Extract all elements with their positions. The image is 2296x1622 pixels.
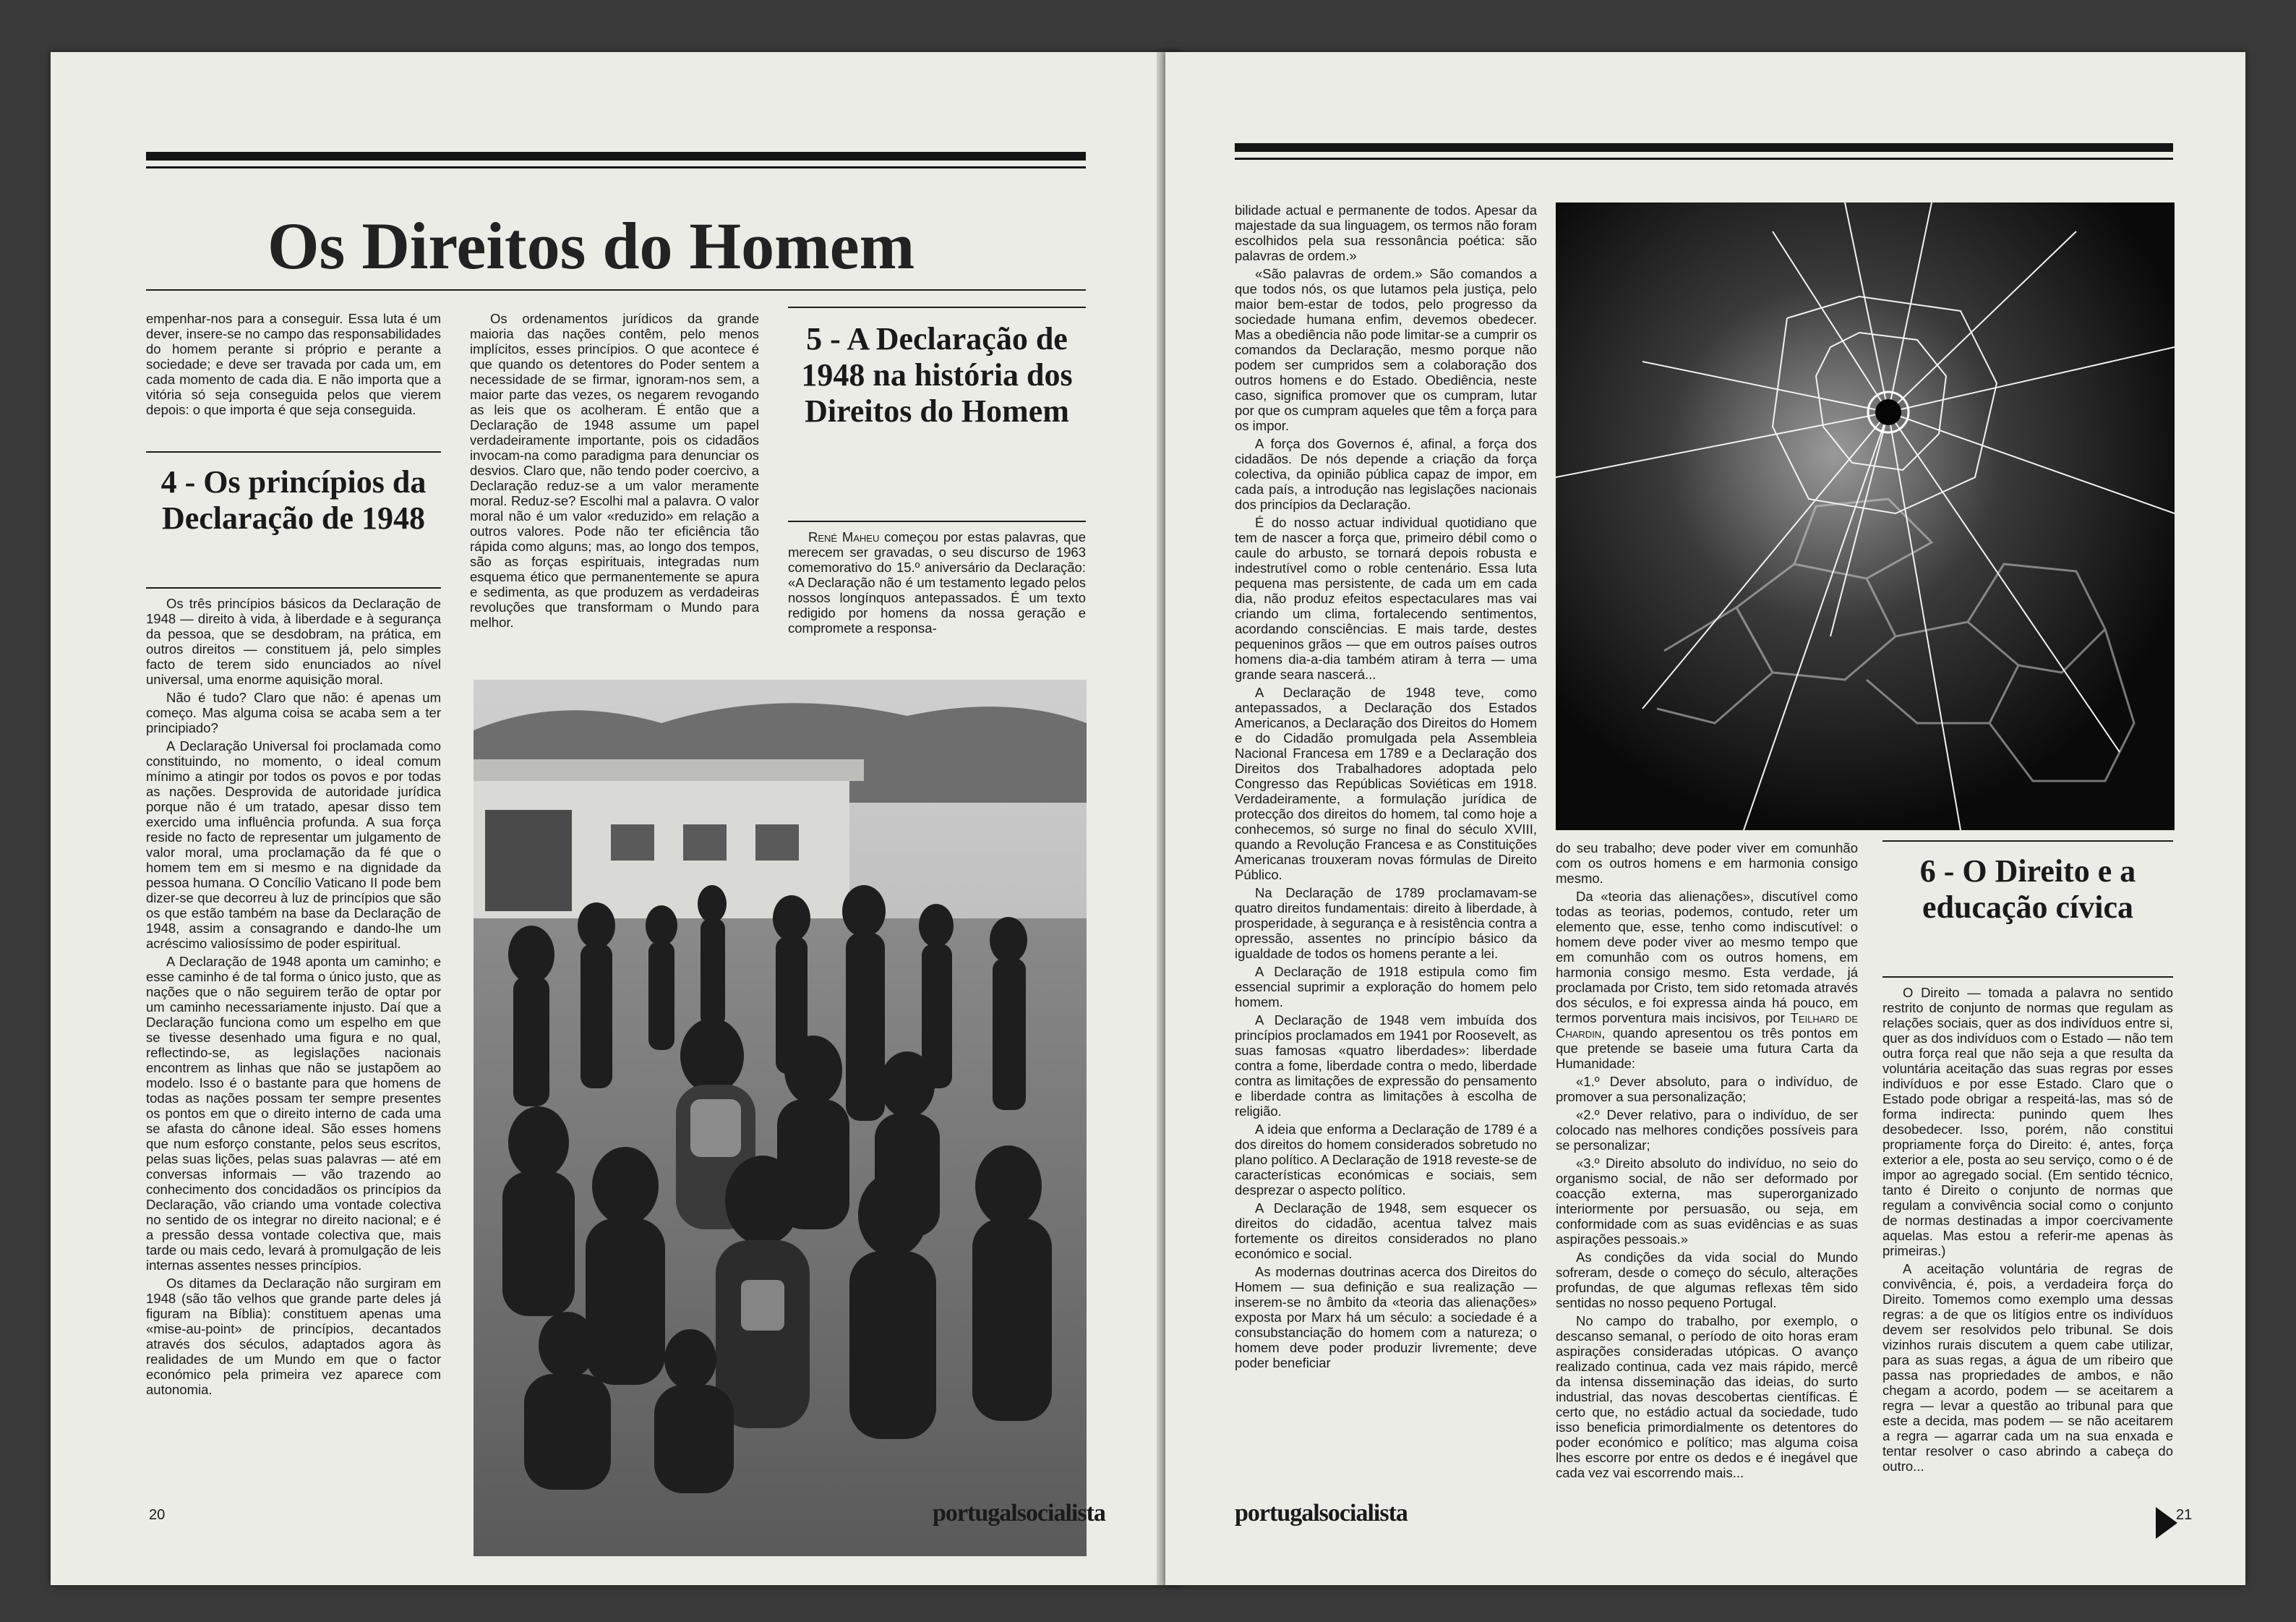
right-column-1 [1235, 202, 1537, 1373]
paragraph: A Declaração de 1948 vem imbuída dos princípios proclamados em 1941 por Roosevelt, as suas famosas «quatro liberdades»: liberdade contra a fome, liberdade contra o medo, liberdade contra as limitações de expressão do pensamento e liberdade contra as limitações à escolha de religião. [1235, 1012, 1537, 1119]
paragraph: A aceitação voluntária de regras de convivência, é, pois, a verdadeira força do Direito. Tomemos como exemplo uma dessas regras: a de que os litígios entre os indivíduos devem ser resolvidos pelo tribunal. Se dois vizinhos rurais discutem a quem cabe utilizar, para as suas regas, a água de um ribeiro que passa nas propriedades de ambos, e não chegam a acordo, podem — se aceitarem a regra — levar a questão ao tribunal para que este a decida, mas podem — se não aceitarem a regra — agarrar cada um na sua enxada e tentar resolver o caso abrindo a cabeça do outro... [1882, 1261, 2173, 1474]
section-rule [146, 451, 441, 453]
section-6-heading: 6 - O Direito e a educação cívica [1919, 853, 2136, 925]
paragraph: «São palavras de ordem.» São comandos a que todos nós, os que lutamos pela justiça, pelo maior bem-estar de todos, pelo progresso da sociedade humana enfim, devemos obedecer. Mas a obediência não pode limitar-se a cumprir os comandos da Declaração, mesmo porque não podem ser cumpridos sem a colaboração dos outros homens e do Estado. Obediência, neste caso, significa promover que os cumpram, lutar por que os cumpram aqueles que têm a força para os impor. [1235, 266, 1537, 433]
section-4-heading: 4 - Os princípios da Declaração de 1948 [160, 464, 427, 536]
paragraph: A Declaração de 1918 estipula como fim essencial suprimir a exploração do homem pelo homem. [1235, 964, 1537, 1010]
paragraph: do seu trabalho; deve poder viver em comunhão com os outros homens e em harmonia consigo mesmo. [1556, 840, 1858, 886]
author-name: Teilhard de Chardin [1556, 1010, 1858, 1041]
section-5-heading: 5 - A Declaração de 1948 na história dos Direitos do Homem [801, 321, 1073, 429]
page-number-right: 21 [2176, 1507, 2193, 1523]
author-name: René Maheu [808, 529, 880, 545]
children-photo-image [474, 680, 1087, 1556]
paragraph: A ideia que enforma a Declaração de 1789 é a dos direitos do homem considerados sobretudo no plano político. A Declaração de 1918 reveste-se de características económicas e sociais, sem desprezar o aspecto político. [1235, 1122, 1537, 1198]
paragraph-text: Da «teoria das alienações», discutível como todas as teorias, podemos, contudo, reter um elemento que, esse, tenho como indiscutível: o homem deve poder viver ao mesmo tempo que em comunhão com os outros homens, em harmonia consigo mesmo. Esta verdade, já proclamada por Cristo, tem sido retomada através dos séculos, e foi expressa ainda há pouco, em termos porventura mais incisivos, por [1556, 889, 1858, 1025]
right-page [1165, 52, 2245, 1585]
section-rule [1882, 976, 2173, 978]
paragraph: «1.º Dever absoluto, para o indivíduo, de promover a sua personalização; [1556, 1074, 1858, 1104]
paragraph: A Declaração de 1948 aponta um caminho; e esse caminho é de tal forma o único justo, que as nações que o não seguirem terão de optar por um caminho necessariamente injusto. Daí que a Declaração funciona como um espelho em que se tivesse desenhado uma figura e no qual, reflectindo-se, as legislações nacionais encontrem as linhas que não se justapõem ao modelo. Isso é o bastante para que homens de todas as nações possam ter sempre presentes os pontos em que o direito interno de cada uma se afasta do cânone ideal. São esses homens que num esforço constante, pelos seus escritos, pelas suas lições, pelas suas palavras — até em conversas informais — vão trazendo ao conhecimento dos concidadãos os princípios da Declaração, vão criando uma vontade colectiva no sentido de os integrar no direito nacional; e é a pressão dessa vontade colectiva que, mais tarde ou mais cedo, levará à promulgação de leis internas assentes nesses princípios. [146, 954, 441, 1273]
paragraph: Os ordenamentos jurídicos da grande maioria das nações contêm, pelo menos implícitos, esses princípios. O que acontece é que quando os detentores do Poder sentem a necessidade de se firmar, ignoram-nos sem, a maior parte das vezes, os negarem revogando as leis que os acolheram. É então que a Declaração de 1948 assume um papel verdadeiramente importante, pois os cidadãos invocam-na como paradigma para denunciar os desvios. Claro que, não tendo poder coercivo, a Declaração reduz-se a um valor meramente moral. Reduz-se? Escolhi mal a palavra. O valor moral não é um valor «reduzido» em relação a outros valores. Pode não ter eficiência tão rápida como alguns; mas, ao longo dos tempos, são as forças espirituais, integradas num esquema ético que permanentemente se apura e sedimenta, as que produzem as verdadeiras revoluções que transformam o Mundo para melhor. [470, 311, 759, 630]
paragraph: empenhar-nos para a conseguir. Essa luta é um dever, insere-se no campo das responsabilidades do homem perante si próprio e perante a sociedade; e deve ser travada por cada um, em cada momento de cada dia. E não importa que a vitória só seja conseguida pelos que vierem depois: o que importa é que seja conseguida. [146, 311, 441, 417]
header-bar [1235, 143, 2173, 152]
section-rule [146, 587, 441, 589]
right-column-3 [1882, 985, 2173, 1477]
header-bar [146, 152, 1086, 161]
paragraph: «2.º Dever relativo, para o indivíduo, de ser colocado nas melhores condições possíveis para se personalizar; [1556, 1107, 1858, 1153]
left-column-1-body [146, 596, 441, 1400]
children-photo [474, 680, 1087, 1556]
section-rule [1882, 840, 2173, 842]
paragraph: Não é tudo? Claro que não: é apenas um começo. Mas alguma coisa se acaba sem a ter principiado? [146, 690, 441, 735]
left-column-3 [788, 529, 1086, 639]
paragraph: A Declaração de 1948, sem esquecer os direitos do cidadão, acentua talvez mais fortemente os direitos considerados no plano económico e social. [1235, 1200, 1537, 1261]
paragraph: A força dos Governos é, afinal, a força dos cidadãos. De nós depende a criação da força colectiva, da opinião pública capaz de impor, em cada país, a introdução nas legislações nacionais dos princípios da Declaração. [1235, 436, 1537, 512]
paragraph: A Declaração de 1948 teve, como antepassados, a Declaração dos Estados Americanos, a Declaração dos Direitos do Homem e do Cidadão promulgada pela Assembleia Nacional Francesa em 1789 e a Declaração dos Direitos dos Trabalhadores adoptada pelo Congresso das Repúblicas Soviéticas em 1918. Verdadeiramente, a formulação jurídica de protecção dos direitos do homem, tal como hoje a conhecemos, só surge no final do século XVIII, quando a Revolução Francesa e as Constituições Americanas trouxeram novas fórmulas de Direito Público. [1235, 685, 1537, 882]
paragraph: É do nosso actuar individual quotidiano que tem de nascer a força que, primeiro débil como o caule do arbusto, se tornará depois robusta e indestrutível como o roble centenário. Essa luta pequena mas persistente, de cada um em cada dia, não produz efeitos espectaculares mas vai criando um clima, fortalecendo sentimentos, acordando consciências. E mais tarde, destes pequeninos grãos — que em outros países outros homens dia-a-dia também atiram à terra — uma grande seara nascerá... [1235, 515, 1537, 682]
title-rule [146, 289, 1086, 291]
paragraph: Na Declaração de 1789 proclamavam-se quatro direitos fundamentais: direito à liberdade, à prosperidade, à segurança e à resistência contra a opressão, assentes no princípio básico da igualdade de todos os homens perante a lei. [1235, 885, 1537, 961]
paragraph: «3.º Direito absoluto do indivíduo, no seio do organismo social, de não ser deformado por coacção externa, mas superorganizado interiormente por persuasão, ou seja, em conformidade com as suas evidências e as suas aspirações pessoais.» [1556, 1156, 1858, 1247]
continue-arrow-icon [2156, 1507, 2177, 1539]
magazine-logo-left: portugalsocialista [933, 1500, 1105, 1527]
shattered-glass-image [1556, 202, 2175, 830]
section-rule [788, 307, 1086, 308]
paragraph: As condições da vida social do Mundo sofreram, desde o começo do século, alterações profundas, de que algumas reflexas têm sido sentidas no nosso pequeno Portugal. [1556, 1250, 1858, 1310]
paragraph: Os três princípios básicos da Declaração de 1948 — direito à vida, à liberdade e à segurança da pessoa, que se desdobram, na prática, em outros direitos — constituem já, pelo simples facto de terem sido enunciados ao nível universal, uma enorme aquisição moral. [146, 596, 441, 687]
paragraph: As modernas doutrinas acerca dos Direitos do Homem — sua definição e sua realização — inserem-se no âmbito da «teoria das alienações» exposta por Marx há um século: a sociedade é a consubstanciação do homem com a natureza; o homem deve poder produzir livremente; deve poder beneficiar [1235, 1264, 1537, 1370]
article-title: Os Direitos do Homem [267, 209, 915, 283]
paragraph [788, 529, 1086, 636]
paragraph-text: , quando apresentou os três pontos em que pretende se baseie uma futura Carta da Humanidade: [1556, 1025, 1858, 1071]
left-column-2 [470, 311, 759, 633]
section-rule [788, 521, 1086, 522]
page-number-left: 20 [149, 1507, 166, 1523]
magazine-logo-right: portugalsocialista [1235, 1500, 1408, 1527]
paragraph: No campo do trabalho, por exemplo, o descanso semanal, o período de oito horas eram aspirações consideradas utópicas. O avanço realizado continua, cada vez mais rápido, mercê da intensa disseminação das ideias, do surto industrial, das novas descobertas científicas. É certo que, no estádio actual da sociedade, tudo isso beneficia primordialmente os detentores do poder económico e político; mas alguma coisa lhes escorre por entre os dedos e é inegável que cada vez vai escorrendo mais... [1556, 1313, 1858, 1480]
header-bar-thin [146, 166, 1086, 168]
paragraph-text: começou por estas palavras, que merecem ser gravadas, o seu discurso de 1963 comemorativo do 15.º aniversário da Declaração: «A Declaração não é um testamento legado pelos nossos longínquos antepassados. É um texto redigido por homens da nossa geração e compromete a responsa- [788, 529, 1086, 636]
paragraph: Os ditames da Declaração não surgiram em 1948 (são tão velhos que grande parte deles já figuram na Bíblia): constituem apenas uma «mise-au-point» de princípios, decantados através dos séculos, adaptados agora às realidades de um Mundo em que o factor económico pela primeira vez aparece com autonomia. [146, 1276, 441, 1397]
header-bar-thin [1235, 158, 2173, 160]
paragraph: O Direito — tomada a palavra no sentido restrito de conjunto de normas que regulam as relações sociais, quer as dos indivíduos entre si, quer as dos indivíduos com o Estado — não tem outra força real que não seja a que resulta da voluntária aceitação das suas regras por esses indivíduos e por esse Estado. Claro que o Estado pode obrigar a respeitá-las, mas só de forma indirecta: punindo quem lhes desobedecer. Isso, porém, não constitui propriamente força do Direito: é, antes, força exterior a ele, posta ao seu serviço, como o é de impor ao agregado social. (Em sentido técnico, tanto é Direito o conjunto de normas que regulam a convivência social como o conjunto de normas destinadas a impor coercivamente aquelas. Mas estou a referir-me apenas às primeiras.) [1882, 985, 2173, 1258]
paragraph [1556, 889, 1858, 1071]
paragraph: A Declaração Universal foi proclamada como constituindo, no momento, o ideal comum mínimo a atingir por todos os povos e por todas as nações. Desprovida de autoridade jurídica porque não é um tratado, apesar disso tem exercido uma influência profunda. A sua força reside no facto de representar um julgamento de valor moral, uma proclamação da fé que o homem tem em si mesmo e na dignidade da pessoa humana. O Concílio Vaticano II pode bem dizer-se que decorreu à luz de princípios que são os que estão também na base da Declaração de 1948, assim a consagrando e dando-lhe um acréscimo valiosíssimo de poder espiritual. [146, 738, 441, 951]
paragraph: bilidade actual e permanente de todos. Apesar da majestade da sua linguagem, os termos não foram escolhidos pela sua ressonância poética: são palavras de ordem.» [1235, 202, 1537, 263]
shattered-glass-photo [1556, 202, 2175, 830]
left-page [51, 52, 1178, 1585]
left-column-1 [146, 311, 441, 420]
right-column-2 [1556, 840, 1858, 1483]
